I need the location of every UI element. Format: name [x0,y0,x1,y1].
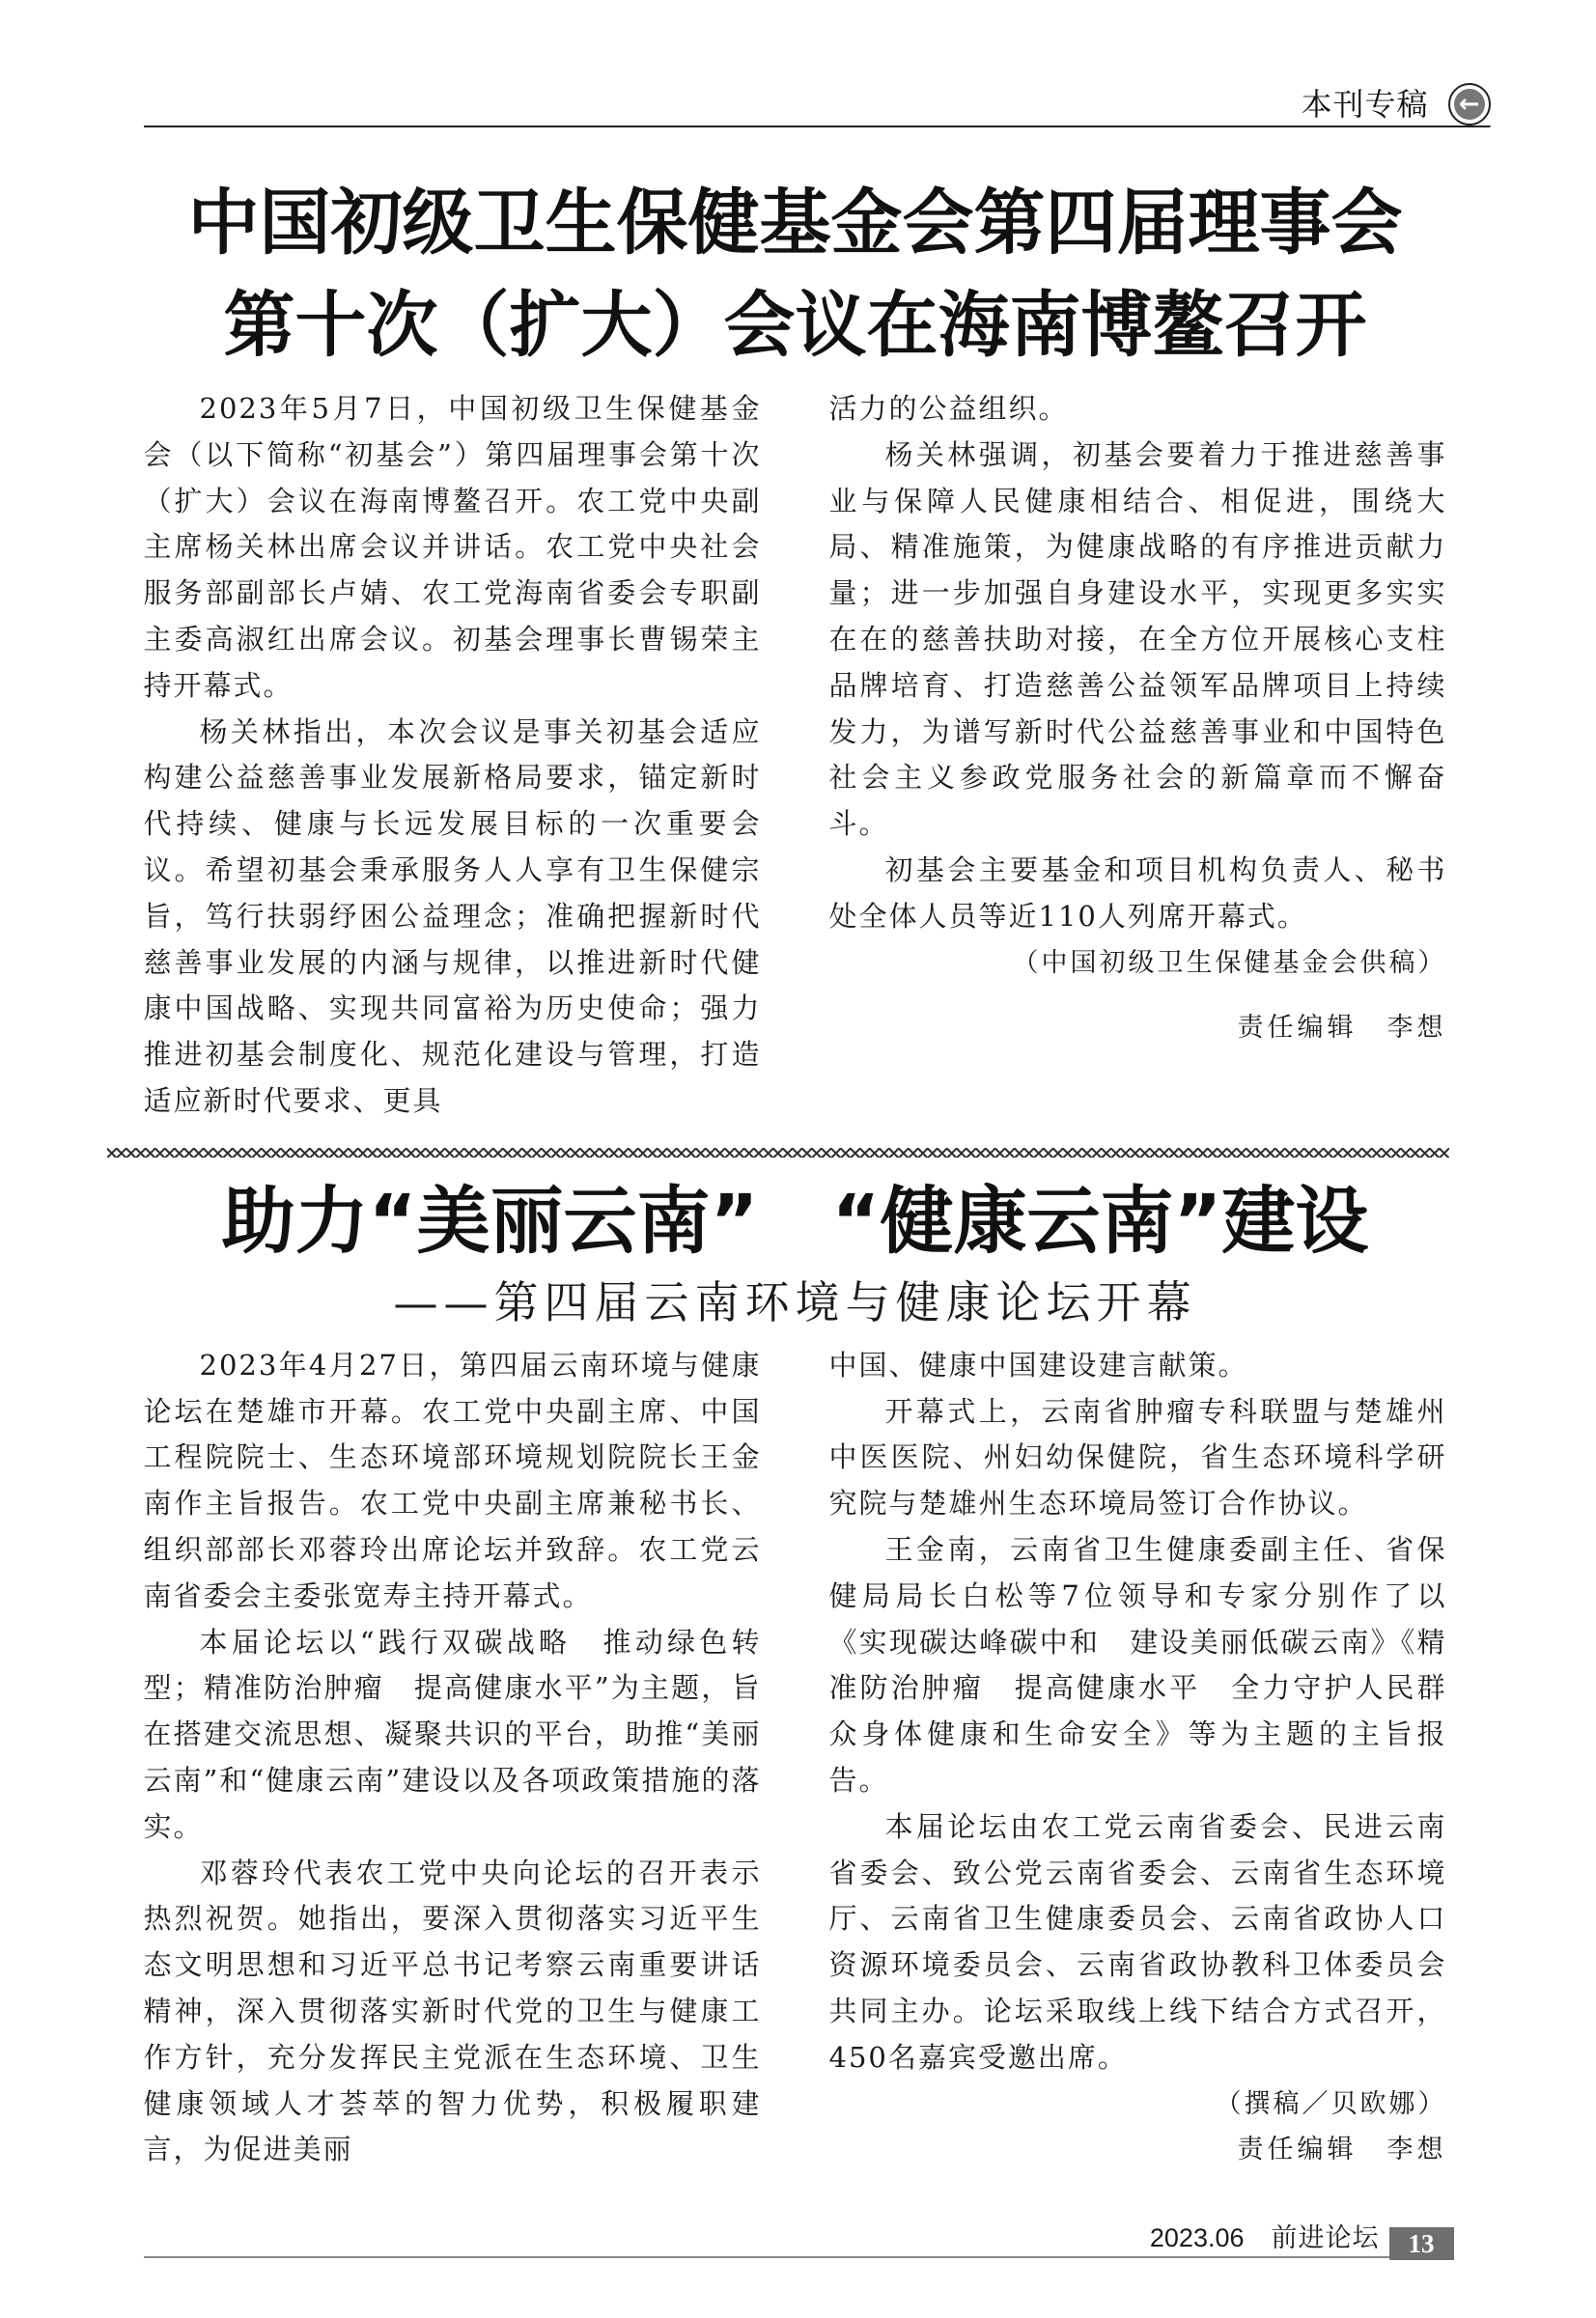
article-1-title [144,172,1447,377]
paragraph: 王金南，云南省卫生健康委副主任、省保健局局长白松等7位领导和专家分别作了以《实现碳达峰碳中和 建设美丽低碳云南》《精准防治肿瘤 提高健康水平 全力守护人民群众身体健康和生命安全》等为主题的主旨报告。 [828,1532,1447,1797]
article-1 [144,172,1447,1125]
paragraph-continuation: 活力的公益组织。 [828,392,1069,425]
page-footer [144,2221,1447,2260]
article-source: （中国初级卫生保健基金会供稿） [1012,947,1447,978]
editor-credit: 责任编辑 李想 [1237,2135,1447,2165]
paragraph: 杨关林指出，本次会议是事关初基会适应构建公益慈善事业发展新格局要求，锚定新时代持续、健康与长远发展目标的一次重要会议。希望初基会秉承服务人人享有卫生保健宗旨，笃行扶弱纾困公益理念；准确把握新时代慈善事业发展的内涵与规律，以推进新时代健康中国战略、实现共同富裕为历史使命；强力推进初基会制度化、规范化建设与管理，打造适应新时代要求、更具 [143,714,762,1117]
title-line: 中国初级卫生保健基金会第四届理事会 [187,182,1403,265]
footer-divider [144,2256,1389,2258]
footer-text [1150,2217,1380,2254]
paragraph: 初基会主要基金和项目机构负责人、秘书处全体人员等近110人列席开幕式。 [828,852,1447,933]
back-arrow-circle-icon: ← [1448,83,1491,126]
article-2 [144,1173,1447,2173]
magazine-name: 前进论坛 [1271,2223,1380,2254]
article-1-columns [144,386,1447,1125]
article-source: （撰稿／贝欧娜） [1215,2088,1447,2119]
article-2-left-column [144,1343,762,2173]
diamond-separator [107,1146,1449,1159]
article-2-subtitle: ——第四届云南环境与健康论坛开幕 [393,1275,1197,1328]
page-header [144,83,1480,126]
title-line: 第十次（扩大）会议在海南博鳌召开 [223,284,1367,367]
paragraph: 2023年5月7日，中国初级卫生保健基金会（以下简称“初基会”）第四届理事会第十次（扩大）会议在海南博鳌召开。农工党中央副主席杨关林出席会议并讲话。农工党中央社会服务部副部长卢婧、农工党海南省委会专职副主委高淑红出席会议。初基会理事长曹锡荣主持开幕式。 [143,392,762,702]
article-1-left-column [144,386,762,1125]
paragraph: 邓蓉玲代表农工党中央向论坛的召开表示热烈祝贺。她指出，要深入贯彻落实习近平生态文明思想和习近平总书记考察云南重要讲话精神，深入贯彻落实新时代党的卫生与健康工作方针，充分发挥民主党派在生态环境、卫生健康领域人才荟萃的智力优势，积极履职建言，为促进美丽 [143,1856,762,2166]
issue-date: 2023.06 [1149,2223,1245,2253]
paragraph: 开幕式上，云南省肿瘤专科联盟与楚雄州中医医院、州妇幼保健院，省生态环境科学研究院与楚雄州生态环境局签订合作协议。 [828,1394,1447,1521]
editor-credit: 责任编辑 李想 [1237,1013,1447,1044]
section-label: 本刊专稿 [1301,86,1429,123]
paragraph: 2023年4月27日，第四届云南环境与健康论坛在楚雄市开幕。农工党中央副主席、中国工程院院士、生态环境部环境规划院院长王金南作主旨报告。农工党中央副主席兼秘书长、组织部部长邓蓉玲出席论坛并致辞。农工党云南省委会主委张宽寿主持开幕式。 [143,1348,762,1612]
magazine-page [143,0,1480,2318]
header-divider [144,126,1491,127]
paragraph: 本届论坛以“践行双碳战略 推动绿色转型；精准防治肿瘤 提高健康水平”为主题，旨在搭建交流思想、凝聚共识的平台，助推“美丽云南”和“健康云南”建设以及各项政策措施的落实。 [143,1625,762,1843]
article-2-right-column [829,1343,1447,2173]
article-2-title: 助力“美丽云南” “健康云南”建设 [221,1177,1369,1264]
article-1-right-column [829,386,1447,1051]
page-number: 13 [1389,2227,1454,2260]
paragraph-continuation: 中国、健康中国建设建言献策。 [828,1348,1248,1382]
article-2-columns [144,1343,1447,2173]
paragraph: 本届论坛由农工党云南省委会、民进云南省委会、致公党云南省委会、云南省生态环境厅、云南省卫生健康委员会、云南省政协人口资源环境委员会、云南省政协教科卫体委员会共同主办。论坛采取线上线下结合方式召开，450名嘉宾受邀出席。 [828,1809,1447,2074]
paragraph: 杨关林强调，初基会要着力于推进慈善事业与保障人民健康相结合、相促进，围绕大局、精准施策，为健康战略的有序推进贡献力量；进一步加强自身建设水平，实现更多实实在在的慈善扶助对接，在全方位开展核心支柱品牌培育、打造慈善公益领军品牌项目上持续发力，为谱写新时代公益慈善事业和中国特色社会主义参政党服务社会的新篇章而不懈奋斗。 [828,437,1447,841]
